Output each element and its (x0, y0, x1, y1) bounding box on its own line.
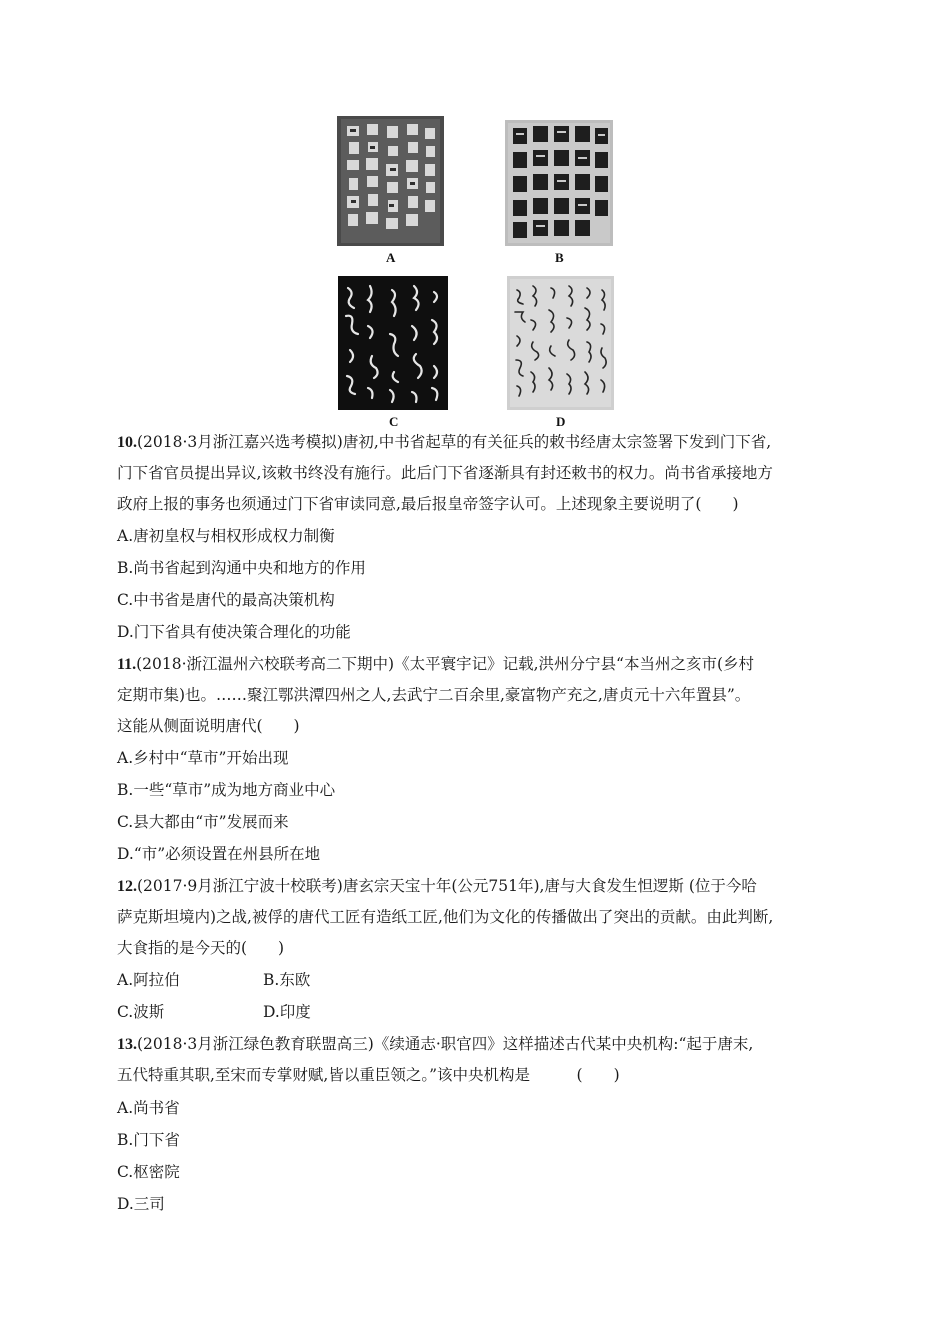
question-10-option-c[interactable]: C.中书省是唐代的最高决策机构 (117, 591, 335, 609)
question-13-option-b[interactable]: B.门下省 (117, 1131, 180, 1149)
question-11-number: 11. (117, 656, 137, 673)
question-13-option-c[interactable]: C.枢密院 (117, 1163, 180, 1181)
question-10-option-a[interactable]: A.唐初皇权与相权形成权力制衡 (117, 527, 335, 545)
question-11-text: (2018·浙江温州六校联考高二下期中)《太平寰宇记》记载,洪州分宁县“本当州之亥市(乡村 (136, 655, 754, 673)
calligraphy-image-d (507, 276, 614, 410)
question-10-line-3: 政府上报的事务也须通过门下省审读同意,最后报皇帝签字认可。上述现象主要说明了( ) (117, 495, 739, 513)
calligraphy-image-a (337, 116, 444, 246)
question-11-option-c[interactable]: C.县大都由“市”发展而来 (117, 813, 289, 831)
question-12-option-a[interactable]: A.阿拉伯 (117, 971, 180, 989)
question-12-line-2: 萨克斯坦境内)之战,被俘的唐代工匠有造纸工匠,他们为文化的传播做出了突出的贡献。由此判断, (117, 908, 774, 926)
question-13-option-a[interactable]: A.尚书省 (117, 1099, 180, 1117)
figure-label-d: D (556, 414, 566, 429)
question-10-text: (2018·3月浙江嘉兴选考模拟)唐初,中书省起草的有关征兵的敕书经唐太宗签署下发到门下省, (137, 433, 772, 451)
question-10-line-2: 门下省官员提出异议,该敕书终没有施行。此后门下省逐渐具有封还敕书的权力。尚书省承接地方 (117, 464, 773, 482)
question-11-line-1 (117, 654, 754, 675)
question-11-line-3: 这能从侧面说明唐代( ) (117, 717, 300, 735)
question-13-text: (2018·3月浙江绿色教育联盟高三)《续通志·职官四》这样描述古代某中央机构:“起于唐末, (137, 1035, 754, 1053)
question-13-line-1 (117, 1034, 753, 1055)
question-11-option-d[interactable]: D.“市”必须设置在州县所在地 (117, 845, 321, 863)
question-12-option-c[interactable]: C.波斯 (117, 1003, 165, 1021)
figure-label-a: A (386, 250, 396, 265)
question-12-option-b[interactable]: B.东欧 (263, 971, 311, 989)
question-11-option-a[interactable]: A.乡村中“草市”开始出现 (117, 749, 289, 767)
question-10-number: 10. (117, 434, 137, 451)
question-13-line-2: 五代特重其职,至宋而专掌财赋,皆以重臣领之。”该中央机构是 ( ) (117, 1066, 620, 1084)
figure-label-b: B (555, 250, 564, 265)
calligraphy-image-b (505, 120, 613, 246)
figure-label-c: C (389, 414, 399, 429)
question-11-line-2: 定期市集)也。……聚江鄂洪潭四州之人,去武宁二百余里,豪富物产充之,唐贞元十六年置县”。 (117, 686, 751, 704)
question-12-option-d[interactable]: D.印度 (263, 1003, 311, 1021)
question-12-text: (2017·9月浙江宁波十校联考)唐玄宗天宝十年(公元751年),唐与大食发生怛逻斯 (位于今哈 (137, 877, 757, 895)
calligraphy-image-c (338, 276, 448, 410)
question-13-option-d[interactable]: D.三司 (117, 1195, 165, 1213)
question-12-line-1 (117, 876, 757, 897)
question-12-line-3: 大食指的是今天的( ) (117, 939, 285, 957)
question-11-option-b[interactable]: B.一些“草市”成为地方商业中心 (117, 781, 336, 799)
question-10-line-1 (117, 432, 771, 453)
question-12-number: 12. (117, 878, 137, 895)
question-10-option-b[interactable]: B.尚书省起到沟通中央和地方的作用 (117, 559, 366, 577)
question-13-number: 13. (117, 1036, 137, 1053)
question-10-option-d[interactable]: D.门下省具有使决策合理化的功能 (117, 623, 351, 641)
